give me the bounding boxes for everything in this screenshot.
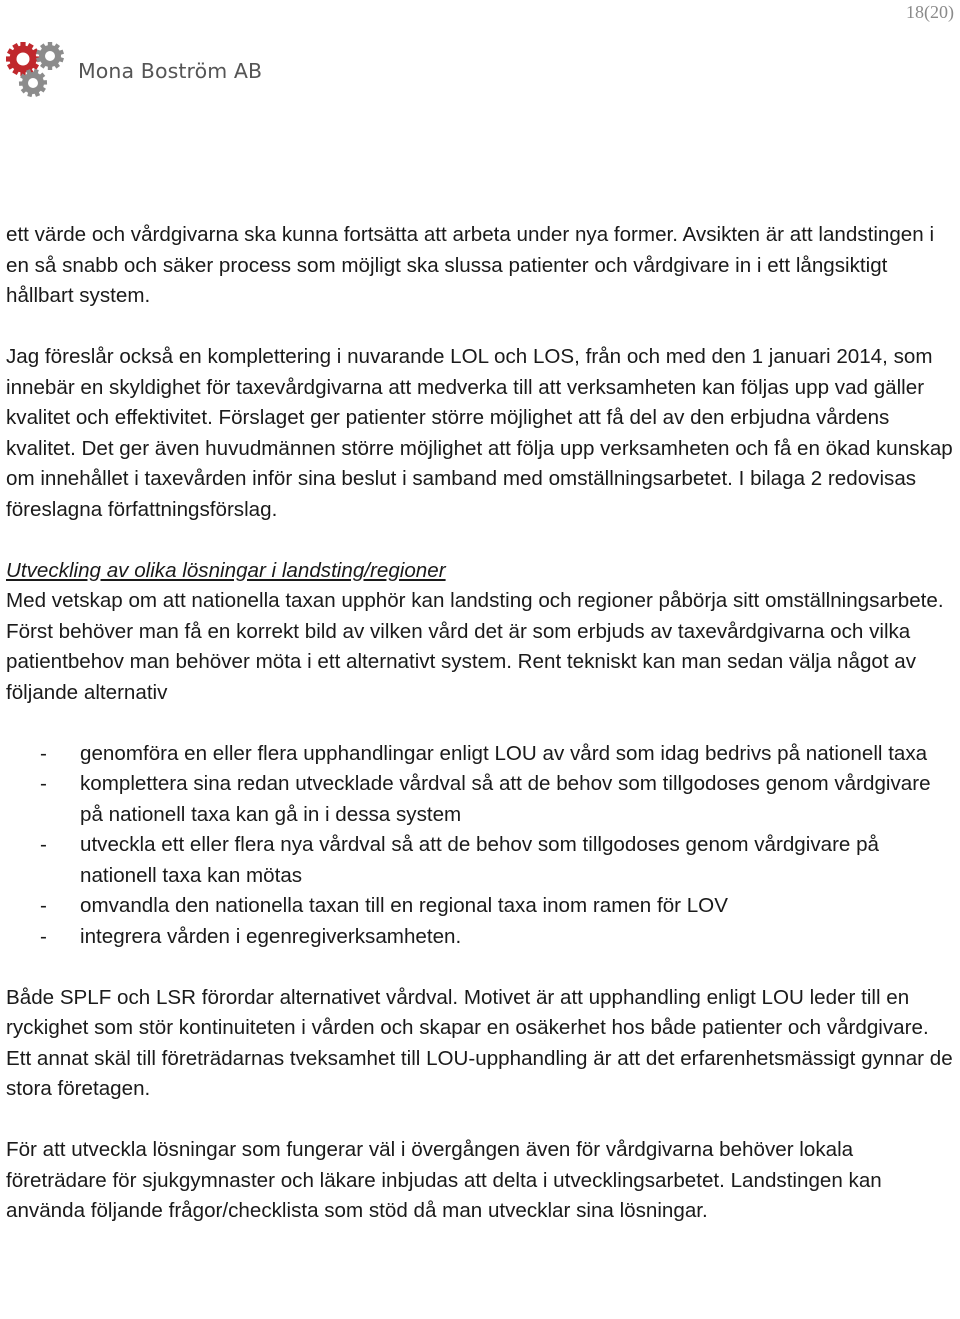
list-item-text: komplettera sina redan utvecklade vårdval så att de behov som tillgodoses genom vårdgivare på nationell taxa kan gå in i dessa system [80,772,931,826]
paragraph: Både SPLF och LSR förordar alternativet vårdval. Motivet är att upphandling enligt LOU leder till en ryckighet som stör kontinuiteten i vården och skapar en osäkerhet hos både patienter och vårdgivare. Ett annat skäl till företrädarnas tveksamhet till LOU-upphandling är att det erfarenhetsmässigt gynnar de stora företagen. [6,985,953,1100]
company-name: Mona Boström AB [78,59,263,83]
list-item [6,830,956,891]
paragraph: Jag föreslår också en komplettering i nuvarande LOL och LOS, från och med den 1 januari 2014, som innebär en skyldighet för taxevårdgivarna att medverka till att verksamheten kan följas upp vad gäller kvalitet och effektivitet. Förslaget ger patienter större möjlighet att få del av den erbjudna vårdens kvalitet. Det ger även huvudmännen större möjlighet att följa upp verksamheten och få en ökad kunskap om innehållet i taxevården inför sina beslut i samband med omställningsarbetet. I bilaga 2 redovisas föreslagna författningsförslag. [6,345,953,521]
list-item-text: omvandla den nationella taxan till en regional taxa inom ramen för LOV [80,894,728,917]
list-item [6,739,956,770]
paragraph: För att utveckla lösningar som fungerar väl i övergången även för vårdgivarna behöver lokala företrädare för sjukgymnaster och läkare inbjudas att delta i utvecklingsarbetet. Landstingen kan använda följande frågor/checklista som stöd då man utvecklar sina lösningar. [6,1138,882,1222]
gears-icon [4,38,74,100]
paragraph: ett värde och vårdgivarna ska kunna fortsätta att arbeta under nya former. Avsikten är att landstingen i en så snabb och säker process som möjligt ska slussa patienter och vårdgivare in i ett långsiktigt hållbart system. [6,223,935,307]
list-item [6,769,956,830]
list-dash: - [40,833,47,856]
paragraph: Med vetskap om att nationella taxan upphör kan landsting och regioner påbörja sitt omställningsarbete. Först behöver man få en korrekt bild av vilken vård det är som erbjuds av taxevårdgivarna och vilka patientbehov man behöver möta i ett alternativt system. Rent tekniskt kan man sedan välja något av följande alternativ [6,589,944,704]
list-item [6,891,956,922]
list-item-text: utveckla ett eller flera nya vårdval så att de behov som tillgodoses genom vårdgivare på nationell taxa kan mötas [80,833,880,887]
list-item-text: genomföra en eller flera upphandlingar enligt LOU av vård som idag bedrivs på nationell taxa [80,741,928,765]
list-item-text: integrera vården i egenregiverksamheten. [80,924,462,948]
alternatives-list [6,739,956,953]
list-dash: - [40,741,47,765]
list-dash: - [40,894,47,917]
list-dash: - [40,924,47,948]
company-logo [4,38,262,100]
page-number: 18(20) [906,2,954,22]
document-body [6,220,956,1257]
list-dash: - [40,772,47,795]
list-item [6,922,956,953]
section-subheading: Utveckling av olika lösningar i landsting/regioner [6,558,446,582]
